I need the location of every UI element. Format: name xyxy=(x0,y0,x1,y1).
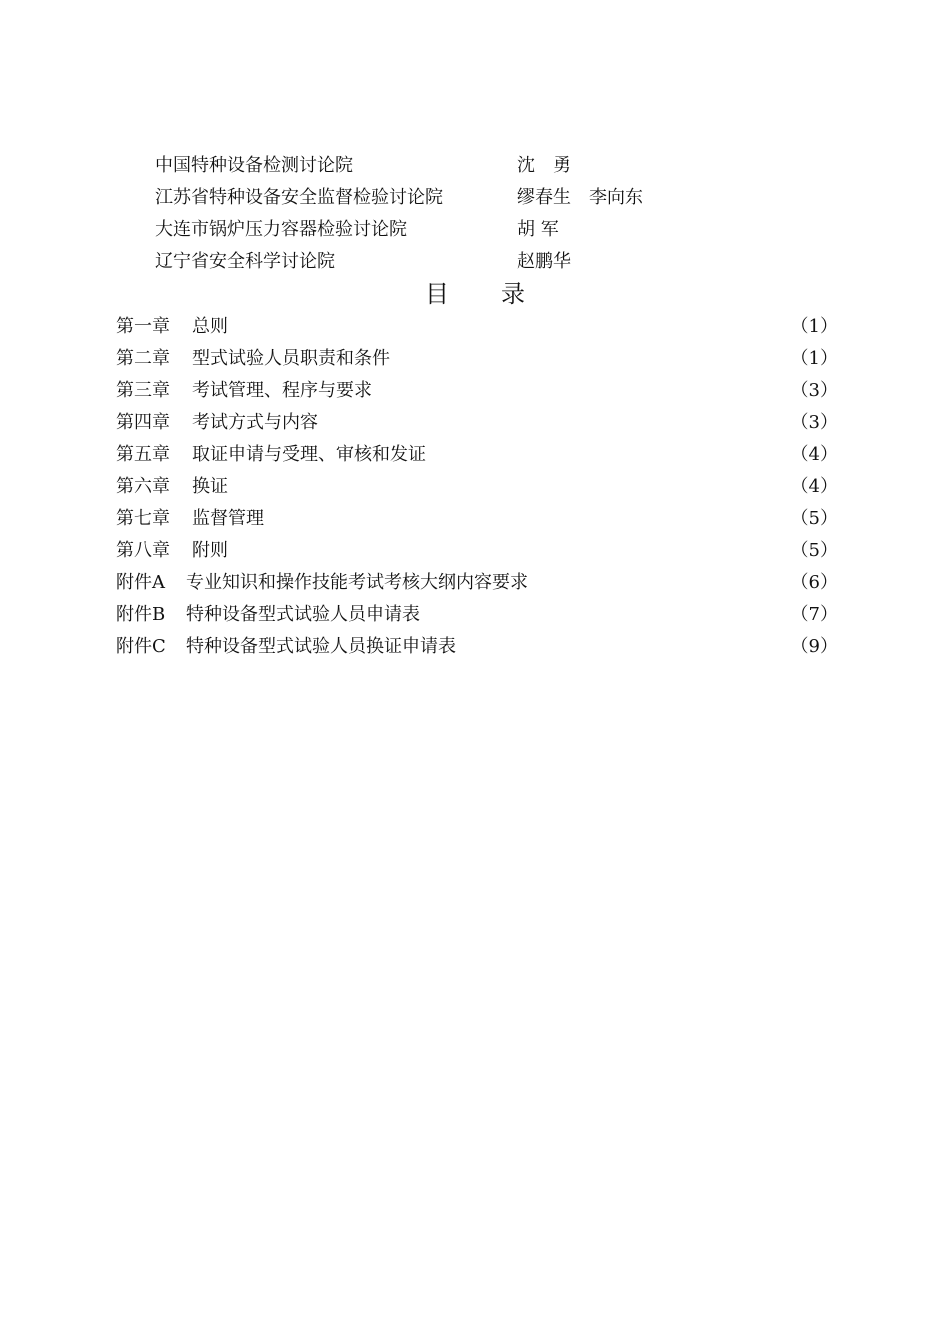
toc-title xyxy=(0,276,950,312)
contributor-list xyxy=(155,150,755,278)
contributor-names: 胡 军 xyxy=(517,219,559,240)
toc-chapter-title: 考试方式与内容 xyxy=(192,412,318,433)
toc-entry[interactable] xyxy=(116,567,838,599)
toc-chapter-number: 第二章 xyxy=(116,348,170,369)
toc-appendix-number: 附件A xyxy=(116,572,165,593)
toc-entry[interactable] xyxy=(116,471,838,503)
contributor-organization: 中国特种设备检测讨论院 xyxy=(155,155,353,176)
contributor-organization: 江苏省特种设备安全监督检验讨论院 xyxy=(155,187,443,208)
toc-entry[interactable] xyxy=(116,439,838,471)
toc-chapter-number: 第八章 xyxy=(116,540,170,561)
contributor-row xyxy=(155,246,755,278)
toc-chapter-number: 第四章 xyxy=(116,412,170,433)
toc-chapter-number: 第六章 xyxy=(116,476,170,497)
toc-appendix-title: 特种设备型式试验人员换证申请表 xyxy=(186,636,456,657)
toc-entry[interactable] xyxy=(116,407,838,439)
toc-chapter-number: 第一章 xyxy=(116,316,170,337)
toc-entry[interactable] xyxy=(116,535,838,567)
toc-chapter-title: 附则 xyxy=(192,540,228,561)
contributor-names: 缪春生 李向东 xyxy=(517,187,643,208)
contributor-organization: 大连市锅炉压力容器检验讨论院 xyxy=(155,219,407,240)
table-of-contents xyxy=(116,311,838,663)
toc-chapter-title: 考试管理、程序与要求 xyxy=(192,380,372,401)
toc-chapter-number: 第五章 xyxy=(116,444,170,465)
toc-appendix-number: 附件B xyxy=(116,604,166,625)
toc-entry[interactable] xyxy=(116,311,838,343)
toc-chapter-title: 取证申请与受理、审核和发证 xyxy=(192,444,426,465)
toc-title-left: 目 xyxy=(425,280,449,308)
toc-page-number: （9） xyxy=(790,636,838,657)
toc-chapter-number: 第七章 xyxy=(116,508,170,529)
toc-entry[interactable] xyxy=(116,343,838,375)
contributor-row xyxy=(155,182,755,214)
toc-title-right: 录 xyxy=(501,280,525,308)
toc-page-number: （1） xyxy=(790,316,838,337)
toc-page-number: （4） xyxy=(790,476,838,497)
toc-page-number: （5） xyxy=(790,540,838,561)
toc-entry[interactable] xyxy=(116,375,838,407)
contributor-names: 赵鹏华 xyxy=(517,251,571,272)
toc-page-number: （4） xyxy=(790,444,838,465)
toc-chapter-title: 监督管理 xyxy=(192,508,264,529)
toc-chapter-title: 总则 xyxy=(192,316,228,337)
contributor-row xyxy=(155,214,755,246)
toc-chapter-title: 型式试验人员职责和条件 xyxy=(192,348,390,369)
contributor-names: 沈 勇 xyxy=(517,155,571,176)
toc-page-number: （7） xyxy=(790,604,838,625)
toc-appendix-title: 特种设备型式试验人员申请表 xyxy=(186,604,420,625)
toc-chapter-title: 换证 xyxy=(192,476,228,497)
toc-page-number: （3） xyxy=(790,380,838,401)
toc-appendix-title: 专业知识和操作技能考试考核大纲内容要求 xyxy=(186,572,528,593)
toc-page-number: （3） xyxy=(790,412,838,433)
contributor-organization: 辽宁省安全科学讨论院 xyxy=(155,251,335,272)
toc-page-number: （1） xyxy=(790,348,838,369)
toc-chapter-number: 第三章 xyxy=(116,380,170,401)
toc-entry[interactable] xyxy=(116,503,838,535)
toc-entry[interactable] xyxy=(116,631,838,663)
toc-entry[interactable] xyxy=(116,599,838,631)
contributor-row xyxy=(155,150,755,182)
toc-page-number: （5） xyxy=(790,508,838,529)
toc-appendix-number: 附件C xyxy=(116,636,166,657)
toc-page-number: （6） xyxy=(790,572,838,593)
